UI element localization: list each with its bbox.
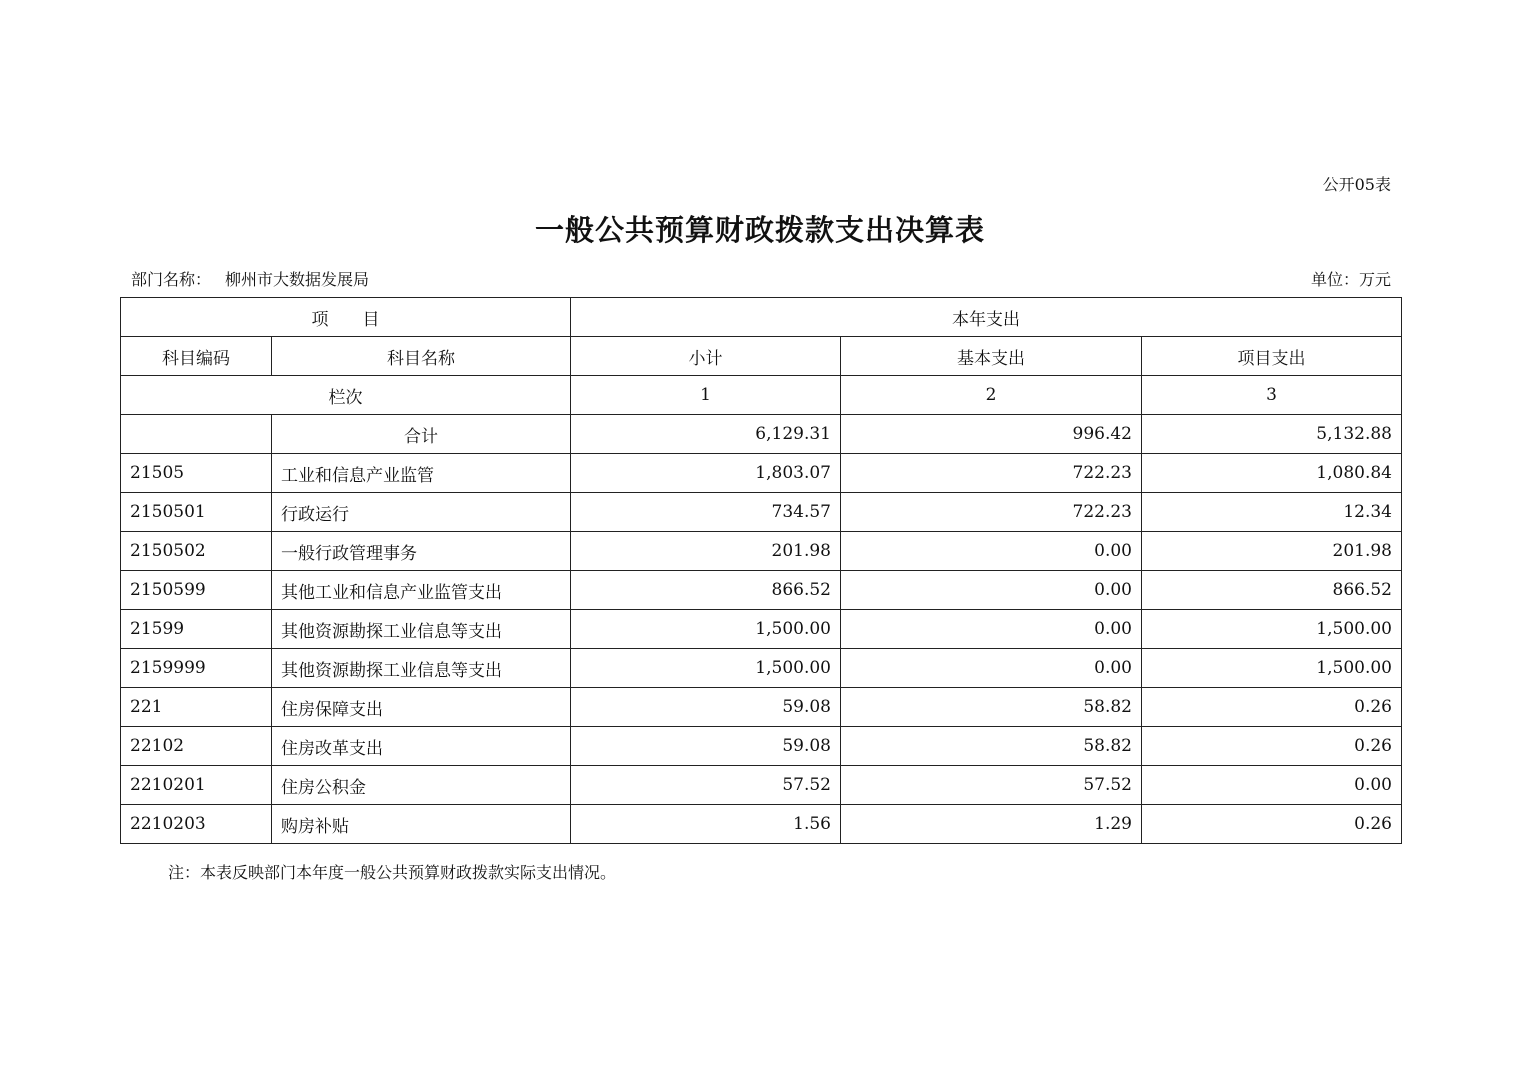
row-name: 住房公积金 (272, 766, 571, 805)
header-row-index (121, 376, 1402, 415)
department-label: 部门名称： (131, 270, 212, 289)
table-row (121, 688, 1402, 727)
row-project: 12.34 (1142, 493, 1402, 532)
row-basic: 0.00 (841, 649, 1142, 688)
row-subtotal: 201.98 (571, 532, 841, 571)
row-code: 22102 (121, 727, 272, 766)
header-row-1 (121, 298, 1402, 337)
total-basic: 996.42 (841, 415, 1142, 454)
row-basic: 0.00 (841, 610, 1142, 649)
row-name: 其他资源勘探工业信息等支出 (272, 610, 571, 649)
department-name: 柳州市大数据发展局 (225, 270, 370, 289)
row-name: 其他工业和信息产业监管支出 (272, 571, 571, 610)
header-subtotal: 小计 (571, 337, 841, 376)
row-project: 0.26 (1142, 727, 1402, 766)
header-col3: 3 (1142, 376, 1402, 415)
header-col2: 2 (841, 376, 1142, 415)
row-code: 2210203 (121, 805, 272, 844)
row-subtotal: 59.08 (571, 688, 841, 727)
row-code: 21599 (121, 610, 272, 649)
header-basic: 基本支出 (841, 337, 1142, 376)
row-basic: 0.00 (841, 532, 1142, 571)
table-row (121, 805, 1402, 844)
row-subtotal: 866.52 (571, 571, 841, 610)
header-current-year: 本年支出 (571, 298, 1402, 337)
header-project-expenditure: 项目支出 (1142, 337, 1402, 376)
row-subtotal: 57.52 (571, 766, 841, 805)
page-title: 一般公共预算财政拨款支出决算表 (534, 213, 985, 247)
header-name: 科目名称 (272, 337, 571, 376)
row-subtotal: 59.08 (571, 727, 841, 766)
row-basic: 57.52 (841, 766, 1142, 805)
table-row (121, 610, 1402, 649)
expenditure-table (120, 297, 1402, 844)
total-label: 合计 (272, 415, 571, 454)
row-subtotal: 1.56 (571, 805, 841, 844)
row-name: 住房保障支出 (272, 688, 571, 727)
row-project: 1,500.00 (1142, 610, 1402, 649)
row-project: 0.26 (1142, 688, 1402, 727)
header-project: 项 目 (121, 298, 571, 337)
form-code: 公开05表 (1322, 175, 1391, 194)
row-project: 1,500.00 (1142, 649, 1402, 688)
row-basic: 722.23 (841, 454, 1142, 493)
row-code: 21505 (121, 454, 272, 493)
row-basic: 58.82 (841, 688, 1142, 727)
row-project: 866.52 (1142, 571, 1402, 610)
row-code: 2150502 (121, 532, 272, 571)
table-row (121, 766, 1402, 805)
row-code: 2150599 (121, 571, 272, 610)
row-name: 住房改革支出 (272, 727, 571, 766)
header-col1: 1 (571, 376, 841, 415)
table-row (121, 727, 1402, 766)
row-subtotal: 1,803.07 (571, 454, 841, 493)
row-subtotal: 1,500.00 (571, 649, 841, 688)
total-row (121, 415, 1402, 454)
table-row (121, 454, 1402, 493)
header-row-2 (121, 337, 1402, 376)
header-row-index-label: 栏次 (121, 376, 571, 415)
row-basic: 58.82 (841, 727, 1142, 766)
department-info (131, 267, 369, 290)
row-project: 201.98 (1142, 532, 1402, 571)
row-project: 0.00 (1142, 766, 1402, 805)
row-name: 一般行政管理事务 (272, 532, 571, 571)
row-basic: 0.00 (841, 571, 1142, 610)
total-subtotal: 6,129.31 (571, 415, 841, 454)
row-project: 0.26 (1142, 805, 1402, 844)
unit-label: 单位：万元 (1310, 270, 1391, 289)
total-project: 5,132.88 (1142, 415, 1402, 454)
row-subtotal: 1,500.00 (571, 610, 841, 649)
row-code: 2150501 (121, 493, 272, 532)
table-row (121, 493, 1402, 532)
row-code: 221 (121, 688, 272, 727)
row-code: 2210201 (121, 766, 272, 805)
row-name: 工业和信息产业监管 (272, 454, 571, 493)
table-row (121, 649, 1402, 688)
row-project: 1,080.84 (1142, 454, 1402, 493)
header-code: 科目编码 (121, 337, 272, 376)
table-row (121, 532, 1402, 571)
row-name: 购房补贴 (272, 805, 571, 844)
row-basic: 1.29 (841, 805, 1142, 844)
total-code (121, 415, 272, 454)
row-basic: 722.23 (841, 493, 1142, 532)
row-subtotal: 734.57 (571, 493, 841, 532)
table-row (121, 571, 1402, 610)
footnote: 注：本表反映部门本年度一般公共预算财政拨款实际支出情况。 (168, 863, 617, 882)
row-name: 其他资源勘探工业信息等支出 (272, 649, 571, 688)
row-code: 2159999 (121, 649, 272, 688)
row-name: 行政运行 (272, 493, 571, 532)
